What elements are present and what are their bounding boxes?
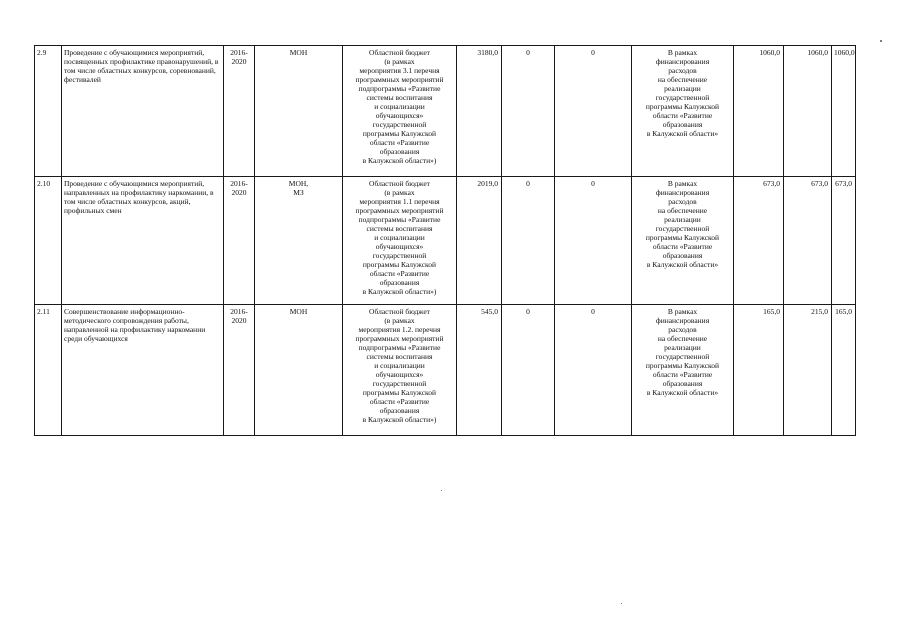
cell-funding-source: Областной бюджет (в рамках мероприятия 3.1 перечня программных мероприятий подпрограммы «Развитие системы воспитания и социализации обучающихся» государственной программы Калужской области «Развитие образования в Калужской области») [343,46,457,177]
cell-amount-year-3: 165,0 [832,305,856,436]
cell-years: 2016- 2020 [224,305,255,436]
cell-financing-note: В рамках финансирования расходов на обеспечение реализации государственной программы Калужской области «Развитие образования в Калужской области» [632,46,734,177]
cell-financing-note: В рамках финансирования расходов на обеспечение реализации государственной программы Калужской области «Развитие образования в Калужской области» [632,305,734,436]
cell-total-amount: 3180,0 [457,46,502,177]
cell-executor: МОН [255,46,343,177]
scan-speck [441,490,442,491]
cell-total-amount: 545,0 [457,305,502,436]
cell-number: 2.11 [35,305,62,436]
cell-funding-source: Областной бюджет (в рамках мероприятия 1.2. перечня программных мероприятий подпрограммы «Развитие системы воспитания и социализации обучающихся» государственной программы Калужской области «Развитие образования в Калужской области») [343,305,457,436]
measures-table [34,45,856,436]
cell-measure-name: Проведение с обучающимися мероприятий, направленных на профилактику наркомании, в том числе областных конкурсов, акций, профильных смен [62,177,224,305]
cell-executor: МОН [255,305,343,436]
cell-financing-note: В рамках финансирования расходов на обеспечение реализации государственной программы Калужской области «Развитие образования в Калужской области» [632,177,734,305]
cell-federal-amount: 0 [502,177,555,305]
cell-local-amount: 0 [555,46,632,177]
cell-total-amount: 2019,0 [457,177,502,305]
cell-years: 2016- 2020 [224,177,255,305]
cell-number: 2.10 [35,177,62,305]
cell-federal-amount: 0 [502,305,555,436]
table-row [35,46,856,177]
scan-speck [621,603,622,604]
cell-federal-amount: 0 [502,46,555,177]
cell-amount-year-2: 1060,0 [784,46,832,177]
cell-local-amount: 0 [555,177,632,305]
cell-amount-year-1: 165,0 [734,305,784,436]
cell-amount-year-3: 1060,0 [832,46,856,177]
cell-amount-year-1: 1060,0 [734,46,784,177]
table-row [35,305,856,436]
table-body [35,46,856,436]
cell-executor: МОН, МЗ [255,177,343,305]
cell-local-amount: 0 [555,305,632,436]
cell-years: 2016- 2020 [224,46,255,177]
cell-number: 2.9 [35,46,62,177]
cell-measure-name: Совершенствование информационно-методического сопровождения работы, направленной на профилактику наркомании среди обучающихся [62,305,224,436]
scan-speck [880,40,882,42]
cell-amount-year-3: 673,0 [832,177,856,305]
cell-funding-source: Областной бюджет (в рамках мероприятия 1.1 перечня программных мероприятий подпрограммы «Развитие системы воспитания и социализации обучающихся» государственной программы Калужской области «Развитие образования в Калужской области») [343,177,457,305]
cell-amount-year-2: 215,0 [784,305,832,436]
cell-measure-name: Проведение с обучающимися мероприятий, посвященных профилактике правонарушений, в том числе областных конкурсов, соревнований, фестивалей [62,46,224,177]
cell-amount-year-1: 673,0 [734,177,784,305]
cell-amount-year-2: 673,0 [784,177,832,305]
table-row [35,177,856,305]
